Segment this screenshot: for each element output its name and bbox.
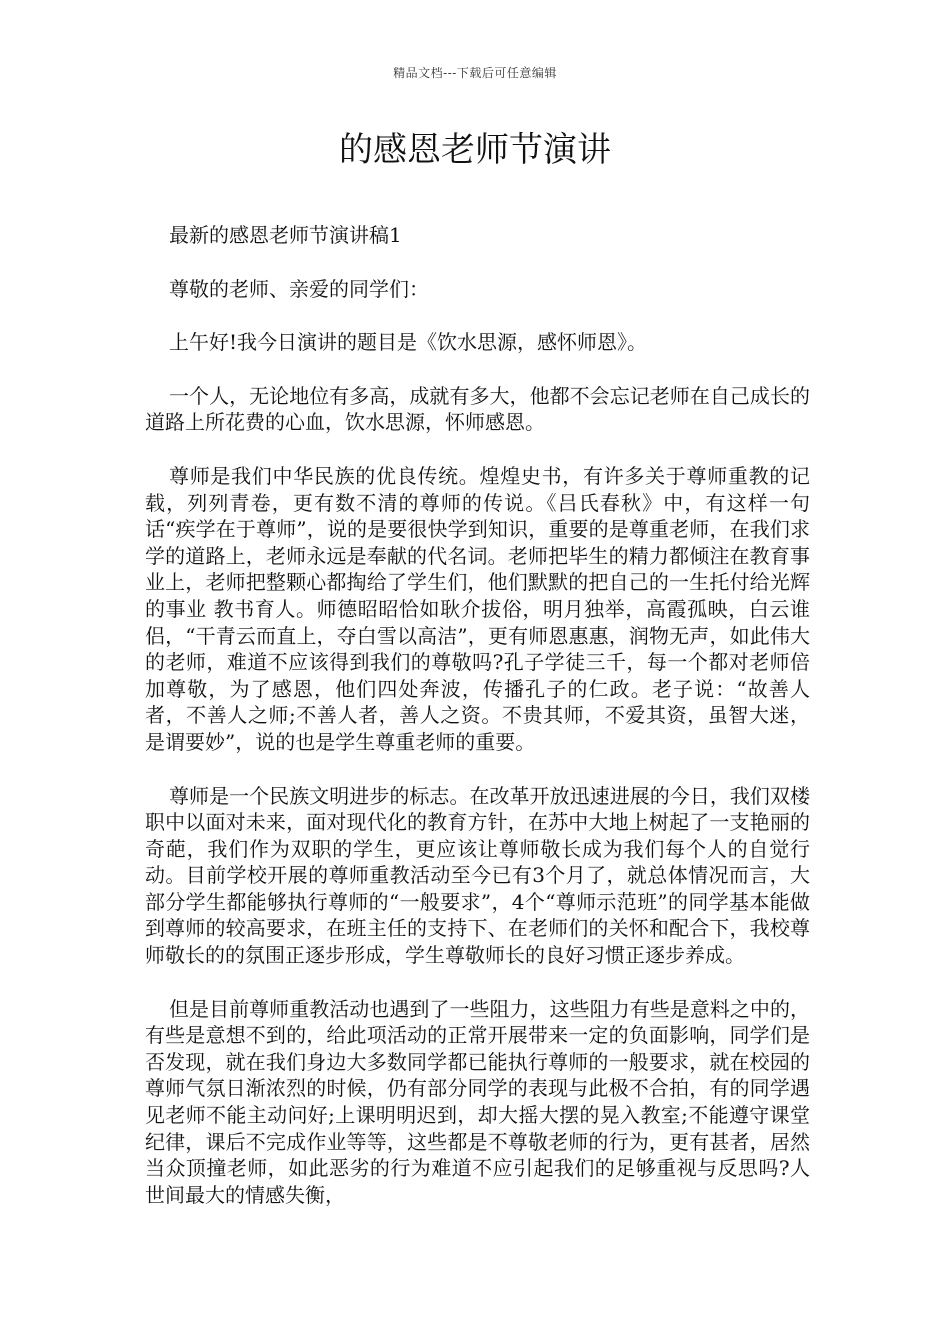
paragraph-tradition: 尊师是我们中华民族的优良传统。煌煌史书，有许多关于尊师重教的记载，列列青卷，更有数不清的尊师的传说。《吕氏春秋》中，有这样一句话“疾学在于尊师”，说的是要很快学到知识，重要的是尊重老师，在我们求学的道路上，老师永远是奉献的代名词。老师把毕生的精力都倾注在教育事业上，老师把整颗心都掏给了学生们，他们默默的把自己的一生托付给光辉的事业 教书育人。师德昭昭恰如耿介拔俗，明月独举，高霞孤映，白云谁侣，“干青云而直上，夺白雪以高洁”，更有师恩惠惠，润物无声，如此伟大的老师，难道不应该得到我们的尊敬吗?孔子学徒三千，每一个都对老师倍加尊敬，为了感恩，他们四处奔波，传播孔子的仁政。老子说：“故善人者，不善人之师;不善人者，善人之资。不贵其师，不爱其资，虽智大迷，是谓要妙”，说的也是学生尊重老师的重要。 — [145, 463, 810, 754]
document-title: 的感恩老师节演讲 — [339, 130, 611, 170]
paragraph-subtitle: 最新的感恩老师节演讲稿1 — [169, 223, 402, 247]
paragraph-intro: 一个人，无论地位有多高，成就有多大，他都不会忘记老师在自己成长的道路上所花费的心血，饮水思源，怀师感恩。 — [145, 383, 810, 435]
header-note: 精品文档---下载后可任意编辑 — [393, 66, 557, 80]
paragraph-greeting: 上午好!我今日演讲的题目是《饮水思源，感怀师恩》。 — [169, 330, 648, 355]
document-body — [145, 222, 810, 1235]
paragraph-civilization: 尊师是一个民族文明进步的标志。在改革开放迅速进展的今日，我们双楼职中以面对未来，面对现代化的教育方针，在苏中大地上树起了一支艳丽的奇葩，我们作为双职的学生，更应该让尊师敬长成为我们每个人的自觉行动。目前学校开展的尊师重教活动至今已有3个月了，就总体情况而言，大部分学生都能够执行尊师的“一般要求”，4个“尊师示范班”的同学基本能做到尊师的较高要求，在班主任的支持下、在老师们的关怀和配合下，我校尊师敬长的的氛围正逐步形成，学生尊敬师长的良好习惯正逐步养成。 — [145, 783, 810, 968]
paragraph-obstacles: 但是目前尊师重教活动也遇到了一些阻力，这些阻力有些是意料之中的，有些是意想不到的，给此项活动的正常开展带来一定的负面影响，同学们是否发现，就在我们身边大多数同学都已能执行尊师的一般要求，就在校园的尊师气氛日渐浓烈的时候，仍有部分同学的表现与此极不合拍，有的同学遇见老师不能主动问好;上课明明迟到，却大摇大摆的晃入教室;不能遵守课堂纪律，课后不完成作业等等，这些都是不尊敬老师的行为，更有甚者，居然当众顶撞老师，如此恶劣的行为难道不应引起我们的足够重视与反思吗?人世间最大的情感失衡， — [145, 996, 810, 1207]
paragraph-salutation: 尊敬的老师、亲爱的同学们： — [169, 276, 429, 301]
